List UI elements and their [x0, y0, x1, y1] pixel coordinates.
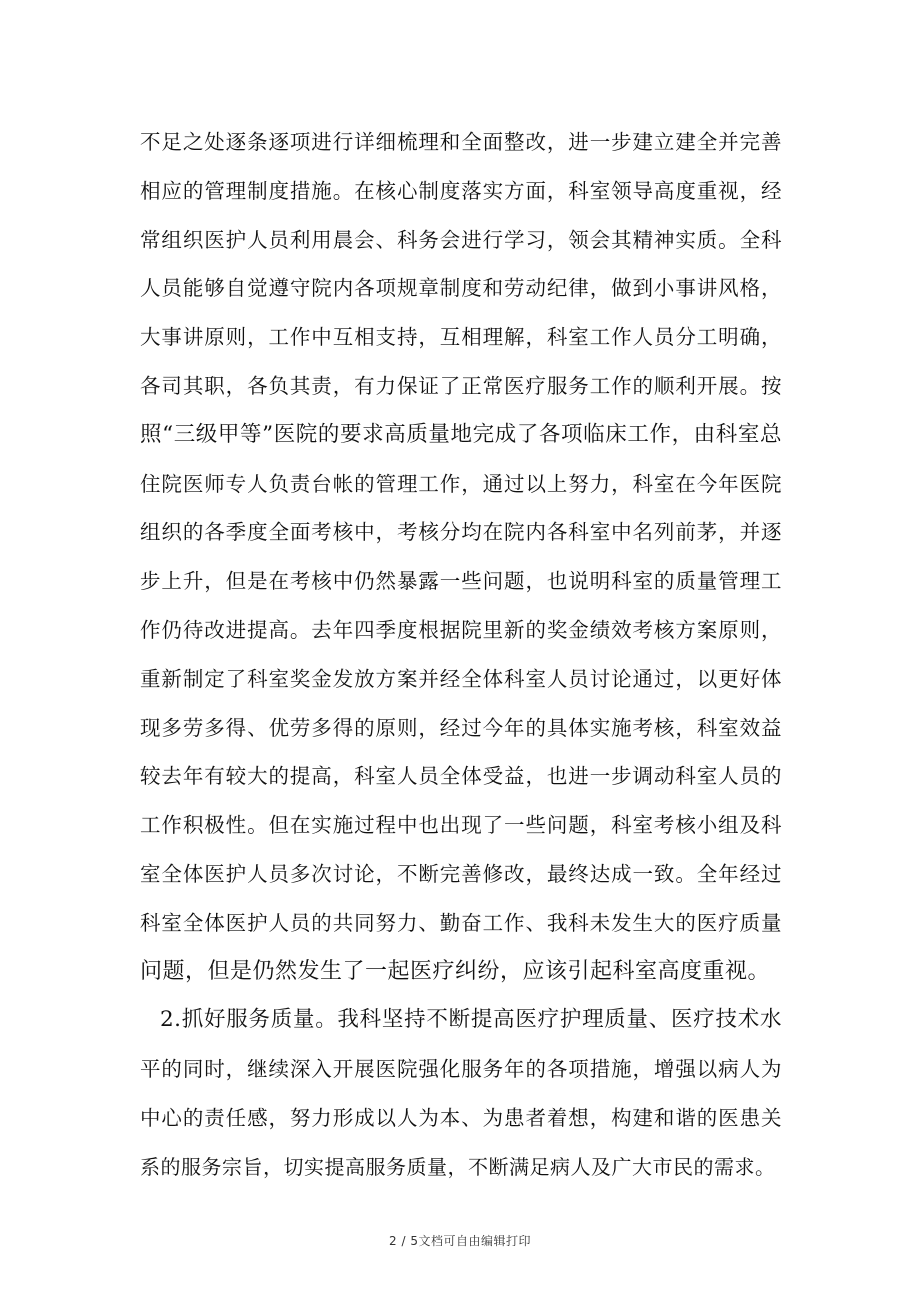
- text-line: 重新制定了科室奖金发放方案并经全体科室人员讨论通过，以更好体: [140, 666, 782, 691]
- text-line: 不足之处逐条逐项进行详细梳理和全面整改，进一步建立建全并完善: [140, 130, 782, 154]
- body-text: [140, 118, 782, 1192]
- text-line: 步上升，但是在考核中仍然暴露一些问题，也说明科室的质量管理工: [140, 569, 782, 594]
- text-line: 室全体医护人员多次讨论，不断完善修改，最终达成一致。全年经过: [140, 861, 782, 886]
- text-line: 中心的责任感，努力形成以人为本、为患者着想，构建和谐的医患关: [140, 1105, 782, 1130]
- text-line: 工作积极性。但在实施过程中也出现了一些问题，科室考核小组及科: [140, 813, 782, 838]
- text-line: 系的服务宗旨，切实提高服务质量，不断满足病人及广大市民的需求。: [140, 1154, 776, 1179]
- text-line: 较去年有较大的提高，科室人员全体受益，也进一步调动科室人员的: [140, 764, 782, 789]
- text-line: 科室全体医护人员的共同努力、勤奋工作、我科未发生大的医疗质量: [140, 910, 782, 935]
- text-line: 住院医师专人负责台帐的管理工作，通过以上努力，科室在今年医院: [140, 471, 782, 496]
- text-line: 相应的管理制度措施。在核心制度落实方面，科室领导高度重视，经: [140, 178, 782, 203]
- text-line: 作仍待改进提高。去年四季度根据院里新的奖金绩效考核方案原则，: [140, 617, 782, 642]
- text-line: 问题，但是仍然发生了一起医疗纠纷，应该引起科室高度重视。: [140, 958, 771, 984]
- text-line: 常组织医护人员利用晨会、科务会进行学习，领会其精神实质。全科: [140, 227, 782, 252]
- text-line: 现多劳多得、优劳多得的原则，经过今年的具体实施考核，科室效益: [140, 715, 782, 740]
- text-line: 大事讲原则，工作中互相支持，互相理解，科室工作人员分工明确，: [140, 325, 782, 350]
- text-line: 各司其职，各负其责，有力保证了正常医疗服务工作的顺利开展。按: [140, 373, 782, 398]
- text-line: 平的同时，继续深入开展医院强化服务年的各项措施，增强以病人为: [140, 1057, 782, 1082]
- page-footer: 2 / 5文档可自由编辑打印: [389, 1234, 531, 1248]
- text-line: 人员能够自觉遵守院内各项规章制度和劳动纪律，做到小事讲风格，: [140, 276, 782, 301]
- text-line: 照“三级甲等”医院的要求高质量地完成了各项临床工作，由科室总: [140, 421, 782, 447]
- text-line: 组织的各季度全面考核中，考核分均在院内各科室中名列前茅，并逐: [140, 520, 782, 545]
- text-line: 2.抓好服务质量。我科坚持不断提高医疗护理质量、医疗技术水: [160, 1007, 782, 1033]
